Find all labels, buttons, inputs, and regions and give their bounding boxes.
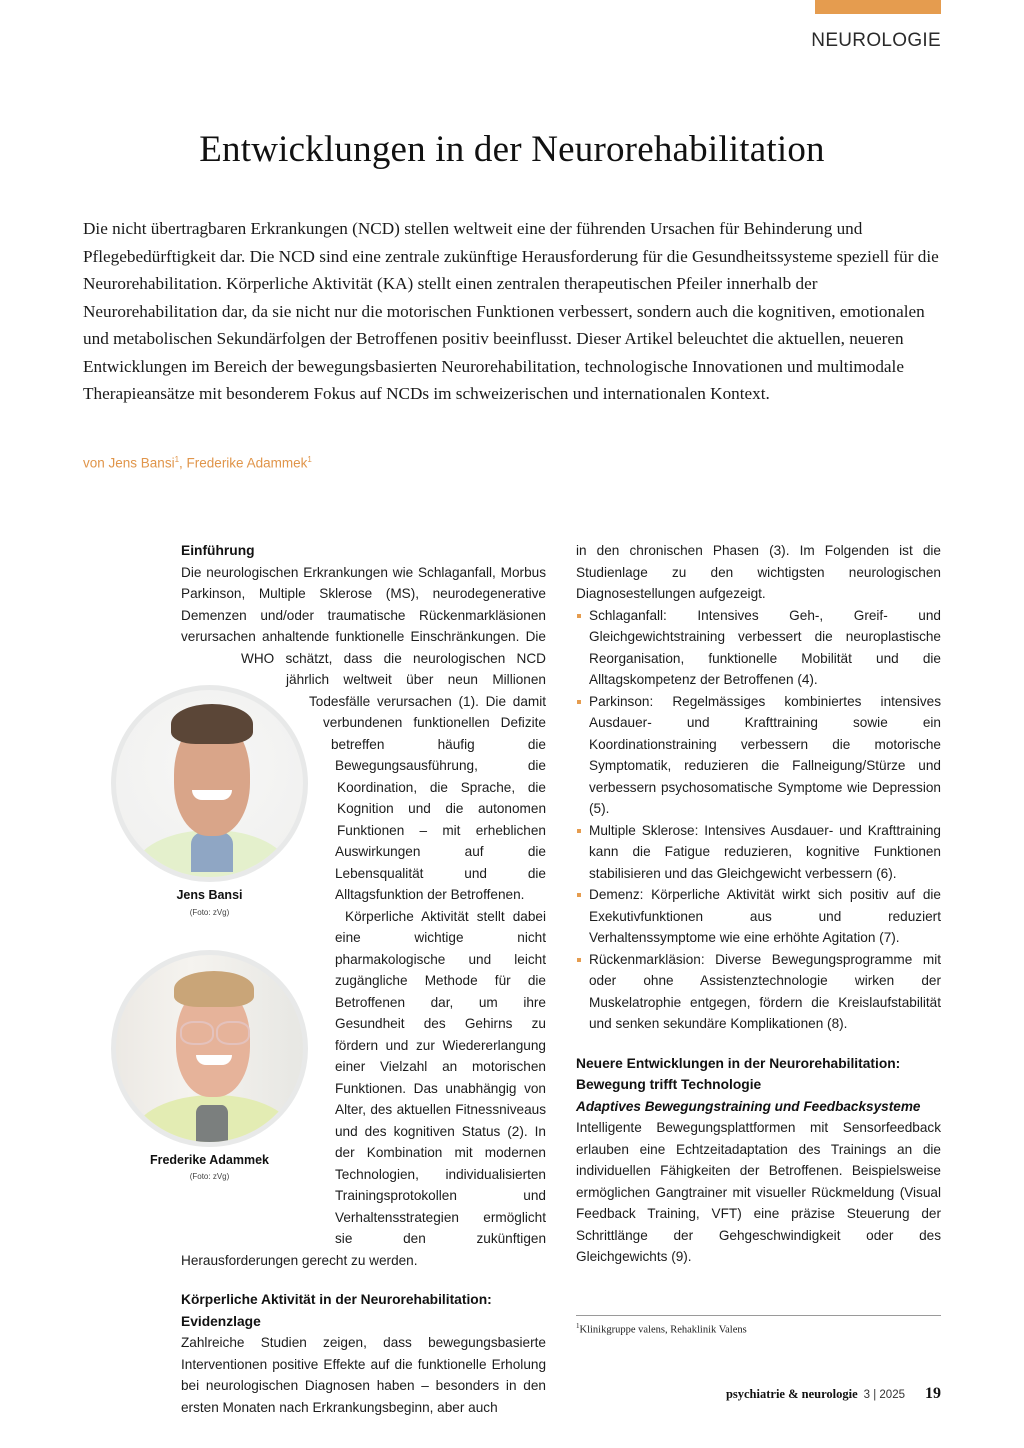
author-affiliation-marker: 1	[307, 455, 312, 464]
portrait-smile	[196, 1055, 232, 1065]
article-lead: Die nicht übertragbaren Erkrankungen (NCD) stellen weltweit eine der führenden Ursachen für Behinderung und Pflegebedürftigkeit dar. Die NCD sind eine zentrale zukünftige Herausforderung für die Gesundheitssysteme speziell für die Neurorehabilitation. Körperliche Aktivität (KA) stellt einen zentralen therapeutischen Pfeiler innerhalb der Neurorehabilitation dar, da sie nicht nur die motorischen Funktionen verbessert, sondern auch die kognitiven, emotionalen und metabolischen Sekundärfolgen der Betroffenen positiv beeinflusst. Dieser Artikel beleuchtet die aktuellen, neueren Entwicklungen im Bereich der bewegungsbasierten Neurorehabilitation, technologische Innovationen und multimodale Therapieansätze mit besonderem Fokus auf NCDs im schweizerischen und internationalen Kontext.	[83, 219, 939, 403]
introduction-paragraph: Die neurologischen Erkrankungen wie Schlaganfall, Morbus Parkinson, Multiple Sklerose (MS), neurodegenerative Demenzen und/oder traumatische Rückenmarkläsionen verursachen anhaltende funktionelle Einschränkungen. Die WHO schätzt, dass die neurologischen NCD jährlich weltweit über neun Millionen Todesfälle verursachen (1). Die damit verbundenen funktionellen Defizite betreffen häufig die Bewegungsausführung, die Koordination, die Sprache, die Kognition und die autonomen Funktionen – mit erheblichen Auswirkungen auf die Lebensqualität und die Alltagsfunktion der Betroffenen.	[181, 564, 546, 902]
right-column	[576, 540, 941, 1268]
page-number: 19	[925, 1385, 941, 1402]
section-heading-evidence: Körperliche Aktivität in der Neurorehabilitation: Evidenzlage	[181, 1292, 492, 1329]
footnote-text: Klinikgruppe valens, Rehaklinik Valens	[579, 1324, 747, 1336]
footnote-divider	[576, 1315, 941, 1316]
portrait-glasses-left	[180, 1021, 214, 1045]
portrait-undershirt	[196, 1105, 228, 1145]
author-name: Frederike Adammek	[186, 455, 308, 471]
portrait-hair	[171, 704, 253, 744]
portrait-photo-credit: (Foto: zVg)	[189, 1172, 230, 1181]
subsection-heading-adaptive-training: Adaptives Bewegungstraining und Feedbacksysteme	[576, 1098, 921, 1114]
section-heading-new-developments: Neuere Entwicklungen in der Neurorehabilitation: Bewegung trifft Technologie	[576, 1055, 901, 1092]
footnote-marker: 1	[576, 1322, 580, 1330]
journal-name: psychiatrie & neurologie	[725, 1387, 858, 1401]
author-portrait-jens-bansi	[111, 685, 308, 882]
issue-number: 3 | 2025	[863, 1389, 905, 1401]
diagnosis-evidence-list	[576, 605, 941, 1035]
author-portrait-frederike-adammek	[111, 950, 308, 1147]
section-accent-bar	[815, 0, 941, 14]
portrait-smile	[192, 790, 232, 800]
page-footer	[726, 1385, 941, 1403]
portrait-undershirt	[191, 832, 233, 872]
section-label: NEUROLOGIE	[811, 30, 941, 51]
footnote	[576, 1322, 747, 1336]
section-heading-introduction: Einführung	[181, 543, 255, 558]
list-item-spinal-cord-lesion: Rückenmarkläsion: Diverse Bewegungsprogramme mit oder ohne Assistenztechnologie wirken der Muskelatrophie entgegen, fördern die Kreislaufstabilität und senken sekundäre Komplikationen (8).	[576, 949, 941, 1035]
list-item-dementia: Demenz: Körperliche Aktivität wirkt sich positiv auf die Exekutivfunktionen aus und reduziert Verhaltenssymptome wie eine erhöhte Agitation (7).	[576, 884, 941, 949]
introduction-paragraph: Körperliche Aktivität stellt dabei eine wichtige nicht pharmakologische und leicht zugängliche Methode für die Betroffenen dar, um ihre Gesundheit des Gehirns zu fördern und zur Wiedererlangung einer Vielzahl an motorischen Funktionen. Das unabhängig von Alter, des aktuellen Fitnessniveaus und des kognitiven Status (2). In der Kombination mit modernen Technologien, individualisierten Trainingsprotokollen und Verhaltensstrategien ermöglicht sie den zukünftigen Herausforderungen gerecht zu werden.	[181, 908, 546, 1268]
byline-separator: ,	[179, 455, 187, 471]
author-name: Jens Bansi	[108, 455, 175, 471]
portrait-hair	[174, 971, 254, 1007]
adaptive-training-paragraph: Intelligente Bewegungsplattformen mit Sensorfeedback erlauben eine Echtzeitadaptation des Trainings an die individuellen Fähigkeiten der Betroffenen. Beispielsweise ermöglichen Gangtrainer mit visueller Rückmeldung (Visual Feedback Training, VFT) eine präzise Steuerung der Schrittlänge der Gehgeschwindigkeit oder des Gleichgewichts (9).	[576, 1120, 941, 1264]
author-affiliation-marker: 1	[174, 455, 180, 464]
byline	[83, 455, 312, 471]
evidence-paragraph-continued: in den chronischen Phasen (3). Im Folgenden ist die Studienlage zu den wichtigsten neurologischen Diagnosestellungen aufgezeigt.	[576, 543, 941, 601]
portrait-photo-credit: (Foto: zVg)	[189, 908, 230, 917]
list-item-stroke: Schlaganfall: Intensives Geh-, Greif- und Gleichgewichtstraining verbessert die neuroplastische Reorganisation, funktionelle Mobilität und die Alltagskompetenz der Betroffenen (4).	[576, 605, 941, 691]
portrait-caption-name: Jens Bansi	[176, 888, 243, 902]
list-item-parkinson: Parkinson: Regelmässiges kombiniertes intensives Ausdauer- und Krafttraining sowie ein Koordinationstraining verbessern die motorische Symptomatik, reduzieren die Fallneigung/Stürze und verbessern psychosomatische Symptome wie Depression (5).	[576, 691, 941, 820]
evidence-paragraph: Zahlreiche Studien zeigen, dass bewegungsbasierte Interventionen positive Effekte auf die funktionelle Erholung bei neurologischen Diagnosen haben – besonders in den ersten Monaten nach Erkrankungsbeginn, aber auch	[181, 1335, 546, 1415]
portrait-glasses-right	[216, 1021, 250, 1045]
portrait-caption-name: Frederike Adammek	[149, 1153, 270, 1167]
byline-prefix: von	[83, 455, 109, 471]
article-title: Entwicklungen in der Neurorehabilitation	[199, 129, 825, 170]
list-item-multiple-sclerosis: Multiple Sklerose: Intensives Ausdauer- und Krafttraining kann die Fatigue reduzieren, kognitive Funktionen stabilisieren und das Gleichgewicht verbessern (6).	[576, 820, 941, 885]
